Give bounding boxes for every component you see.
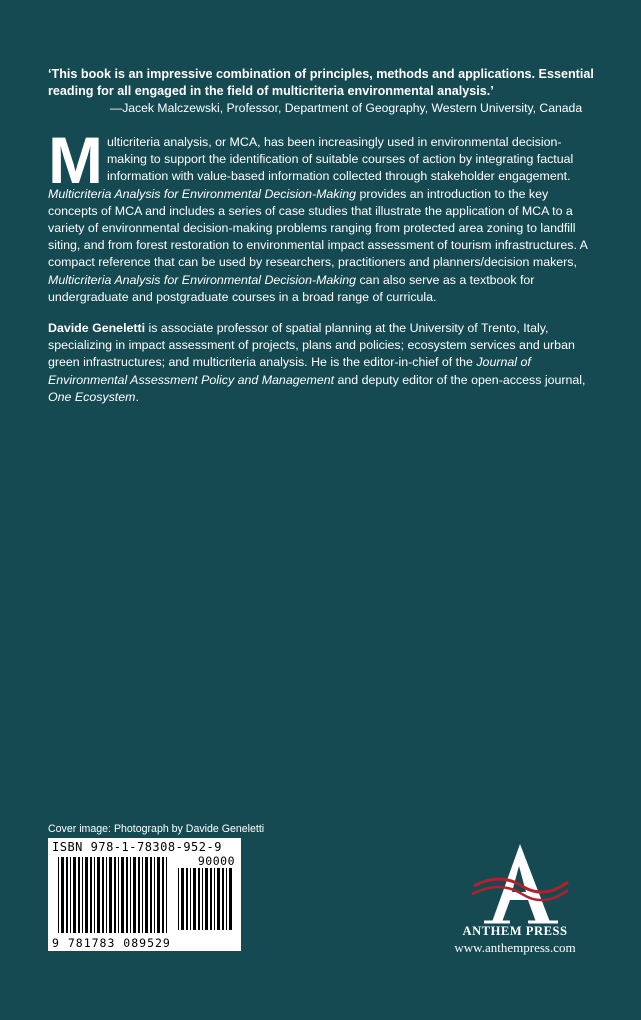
endorsement-quote: ‘This book is an impressive combination of principles, methods and applications. Essential reading for all engaged in the field of multicriteria environmental analysis.’ [48, 67, 594, 98]
publisher-name: ANTHEM PRESS [462, 924, 568, 938]
isbn-number: ISBN 978-1-78308-952-9 [52, 840, 222, 854]
bio-text-2: and deputy editor of the open-access journal, [334, 372, 586, 387]
blurb-book-title-2: Multicriteria Analysis for Environmental Decision-Making [48, 272, 357, 287]
bio-journal-1: Journal of Environmental Assessment Policy and Management [48, 355, 531, 387]
bio-journal-2: One Ecosystem [48, 389, 136, 404]
price-addon-digits: 90000 [197, 854, 235, 868]
addon-barcode-bars [178, 868, 233, 930]
book-blurb [48, 123, 600, 306]
blurb-book-title-1: Multicriteria Analysis for Environmental Decision-Making [48, 186, 357, 201]
bio-text-1: is associate professor of spatial planning at the University of Trento, Italy, specializing in impact assessment of projects, plans and policies; ecosystem services and urban green infrastructures; and multicriteria analysis. He is the editor-in-chief of the [48, 321, 575, 370]
cover-image-credit: Cover image: Photograph by Davide Geneletti [48, 823, 265, 835]
blurb-text-3: can also serve as a textbook for undergraduate and postgraduate courses in a broad range of curricula. [48, 272, 535, 304]
anthem-press-logo-icon [470, 842, 570, 924]
author-name: Davide Geneletti [48, 321, 146, 335]
isbn-barcode [48, 838, 241, 951]
endorsement-attribution: —Jacek Malczewski, Professor, Department of Geography, Western University, Canada [110, 101, 583, 115]
blurb-text-2: provides an introduction to the key concepts of MCA and includes a series of case studies that illustrate the application of MCA to a variety of environmental decision-making problems ranging from protected area zoning to landfill siting, and from forest restoration to environmental impact assessment of tourism infrastructures. A compact reference that can be used by researchers, practitioners and planners/decision makers, [48, 186, 588, 270]
bio-text-3: . [135, 389, 139, 404]
drop-cap: M [48, 123, 103, 197]
author-bio [48, 320, 600, 406]
publisher-url: www.anthempress.com [454, 940, 576, 955]
ean-digits: 9 781783 089529 [52, 936, 171, 950]
blurb-text-1: ulticriteria analysis, or MCA, has been increasingly used in environmental decision-making to support the identification of suitable courses of action by integrating factual information with value-based information collected through stakeholder engagement. [106, 135, 574, 184]
ean-barcode-bars [58, 857, 170, 933]
